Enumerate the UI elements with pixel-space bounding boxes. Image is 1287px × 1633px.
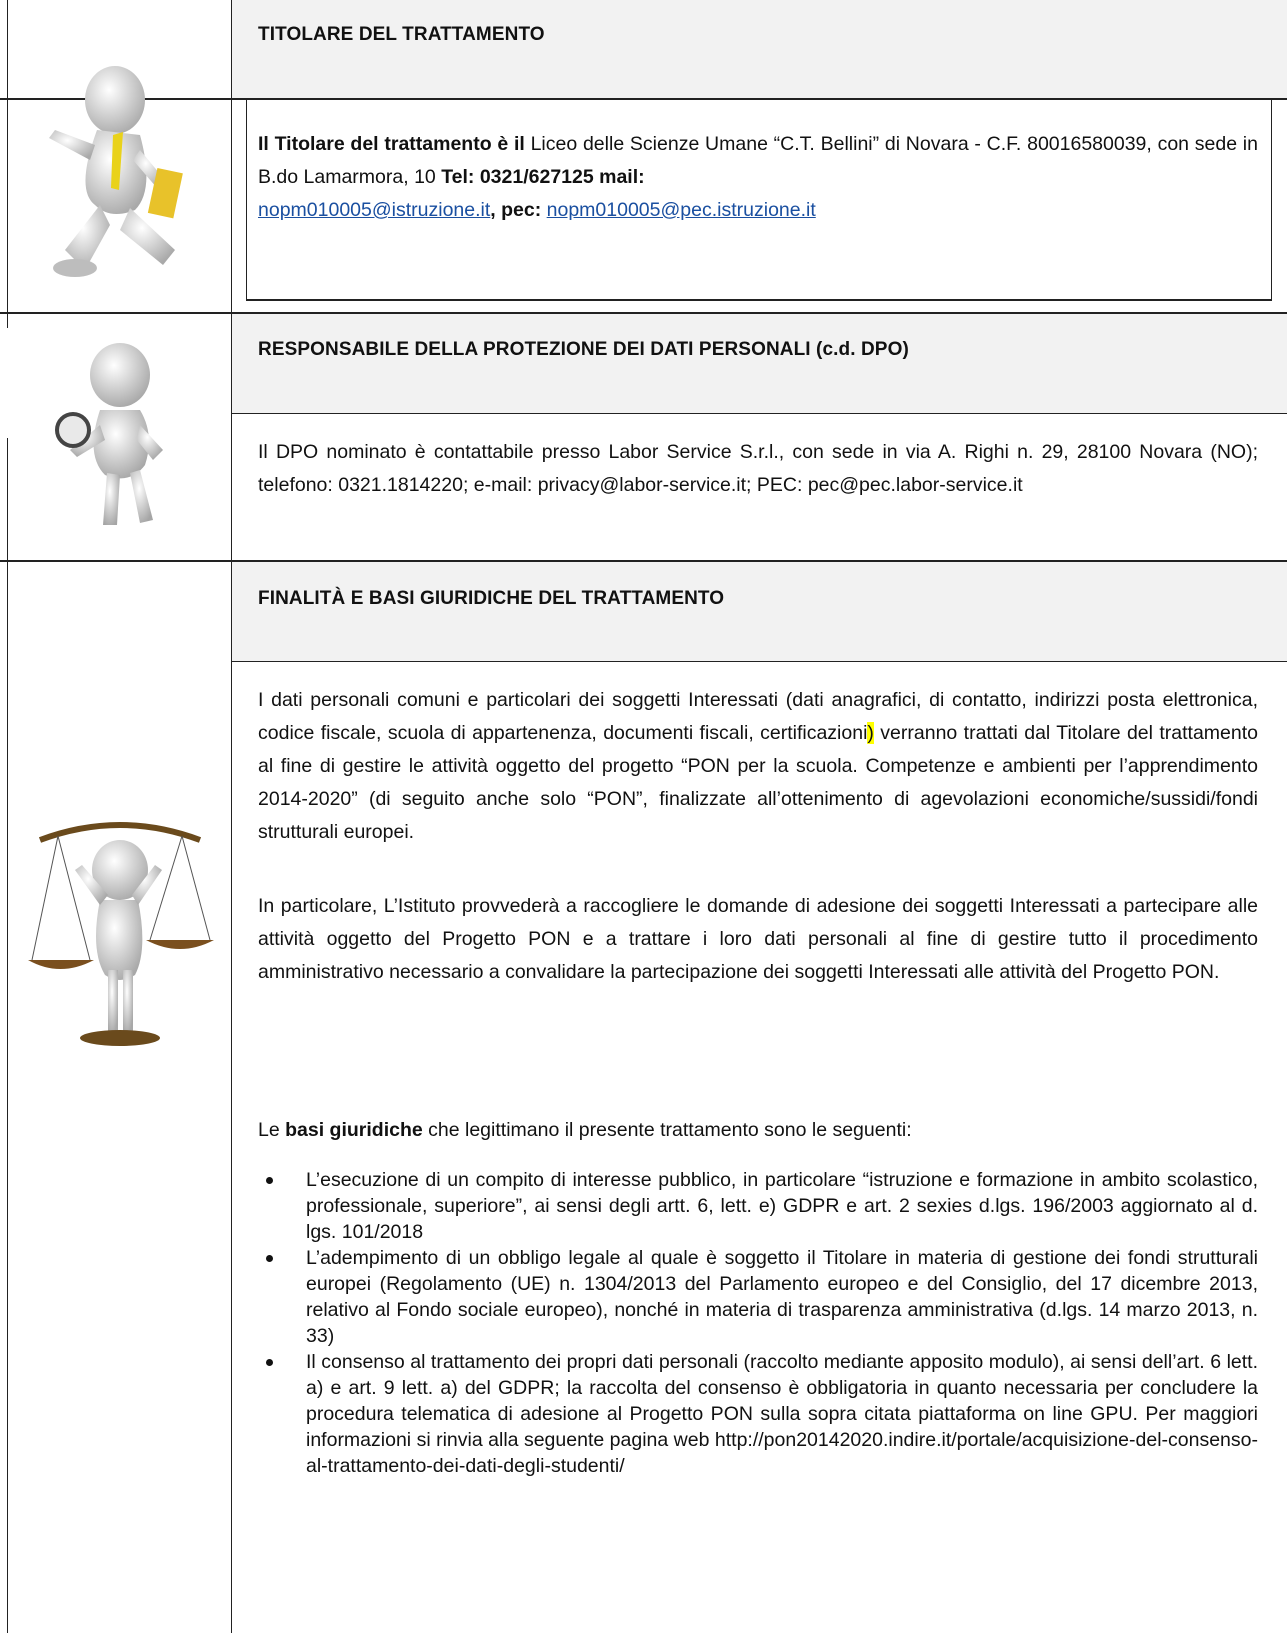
row-divider xyxy=(246,299,1272,301)
highlight-mark: ) xyxy=(867,722,874,744)
finalita-text: verranno trattati dal Titolare del trattamento al fine di gestire le attività oggetto del progetto “PON per la scuola. Competenze e ambienti per l’apprendimento 2014-2020” (di seguito anche solo “PON”, finalizzate all’ottenimento di agevolazioni economiche/sussidi/fondi strutturali europei. xyxy=(258,722,1258,843)
section-title: TITOLARE DEL TRATTAMENTO xyxy=(258,24,545,45)
finalita-paragraph-2: In particolare, L’Istituto provvederà a raccogliere le domande di adesione dei soggetti Interessati a partecipare alle attività oggetto del Progetto PON e a trattare i loro dati personali al fine di gestire tutto il procedimento amministrativo necessario a convalidare la partecipazione dei soggetti Interessati alle attività del Progetto PON. xyxy=(258,895,1258,983)
pec-link[interactable]: nopm010005@pec.istruzione.it xyxy=(546,199,816,221)
row-divider xyxy=(231,413,1287,414)
email-link[interactable]: nopm010005@istruzione.it xyxy=(258,199,491,221)
titolare-text: Liceo delle Scienze Umane “C.T. Bellini” di Novara - C.F. 80016580039, con sede in B.do Lamarmora, 10 xyxy=(258,133,1258,188)
inner-box-right xyxy=(1271,100,1272,300)
left-border xyxy=(7,438,8,1633)
basi-giuridiche-intro xyxy=(258,1114,1258,1147)
list-item xyxy=(258,1245,1258,1349)
inner-box-left xyxy=(246,100,247,300)
pec-label: , pec: xyxy=(490,199,542,221)
intro-text: Le xyxy=(258,1119,286,1141)
section-header xyxy=(232,562,1287,661)
bullet-icon xyxy=(266,1359,273,1366)
tel-label: Tel: 0321/627125 mail: xyxy=(441,166,645,188)
bold-text: basi giuridiche xyxy=(285,1119,423,1141)
section-title: RESPONSABILE DELLA PROTEZIONE DEI DATI PERSONALI (c.d. DPO) xyxy=(258,339,909,360)
list-item xyxy=(258,1349,1258,1479)
magnifying-glass-person-icon xyxy=(45,335,195,535)
finalita-text: I dati personali comuni e particolari dei soggetti Interessati (dati anagrafici, di contatto, indirizzi posta elettronica, codice fiscale, scuola di appartenenza, documenti fiscali, certificazioni xyxy=(258,689,1258,744)
column-divider xyxy=(231,0,232,1633)
basi-giuridiche-list xyxy=(258,1167,1258,1479)
section-header xyxy=(232,314,1287,413)
list-item-text: Il consenso al trattamento dei propri dati personali (raccolto mediante apposito modulo), ai sensi dell’art. 6 lett. a) e art. 9 lett. a) del GDPR; la raccolta del consenso è obbligatoria in quanto necessaria per concludere la procedura telematica di adesione al Progetto PON sulla sopra citata piattaforma on line GPU. Per maggiori informazioni si rinvia alla seguente pagina web http://pon20142020.indire.it/portale/acquisizione-del-consenso-al-trattamento-dei-dati-degli-studenti/ xyxy=(306,1351,1258,1477)
bold-text: Il Titolare del trattamento è il xyxy=(258,133,525,155)
list-item-text: L’esecuzione di un compito di interesse pubblico, in particolare “istruzione e formazione in ambito scolastico, professionale, superiore”, ai sensi degli artt. 6, lett. e) GDPR e art. 2 sexies d.lgs. 196/2003 aggiornato al d. lgs. 101/2018 xyxy=(306,1169,1258,1243)
scales-of-justice-person-icon xyxy=(20,810,220,1050)
bullet-icon xyxy=(266,1255,273,1262)
running-businessman-icon xyxy=(35,20,205,290)
section-title: FINALITÀ E BASI GIURIDICHE DEL TRATTAMENTO xyxy=(258,588,725,609)
list-item xyxy=(258,1167,1258,1245)
list-item-text: L’adempimento di un obbligo legale al quale è soggetto il Titolare in materia di gestione dei fondi strutturali europei (Regolamento (UE) n. 1304/2013 del Parlamento europeo e del Consiglio, del 17 dicembre 2013, relativo al Fondo sociale europeo), nonché in materia di trasparenza amministrativa (d.lgs. 14 marzo 2013, n. 33) xyxy=(306,1247,1258,1347)
dpo-paragraph: Il DPO nominato è contattabile presso Labor Service S.r.l., con sede in via A. Righi n. 29, 28100 Novara (NO); telefono: 0321.1814220; e-mail: privacy@labor-service.it; PEC: pec@pec.labor-service.it xyxy=(258,441,1258,496)
finalita-paragraph-1 xyxy=(258,684,1258,849)
titolare-paragraph xyxy=(258,128,1258,227)
left-border xyxy=(7,0,8,328)
intro-text: che legittimano il presente trattamento sono le seguenti: xyxy=(422,1119,912,1141)
row-divider xyxy=(231,661,1287,662)
bullet-icon xyxy=(266,1177,273,1184)
section-header xyxy=(232,0,1287,98)
